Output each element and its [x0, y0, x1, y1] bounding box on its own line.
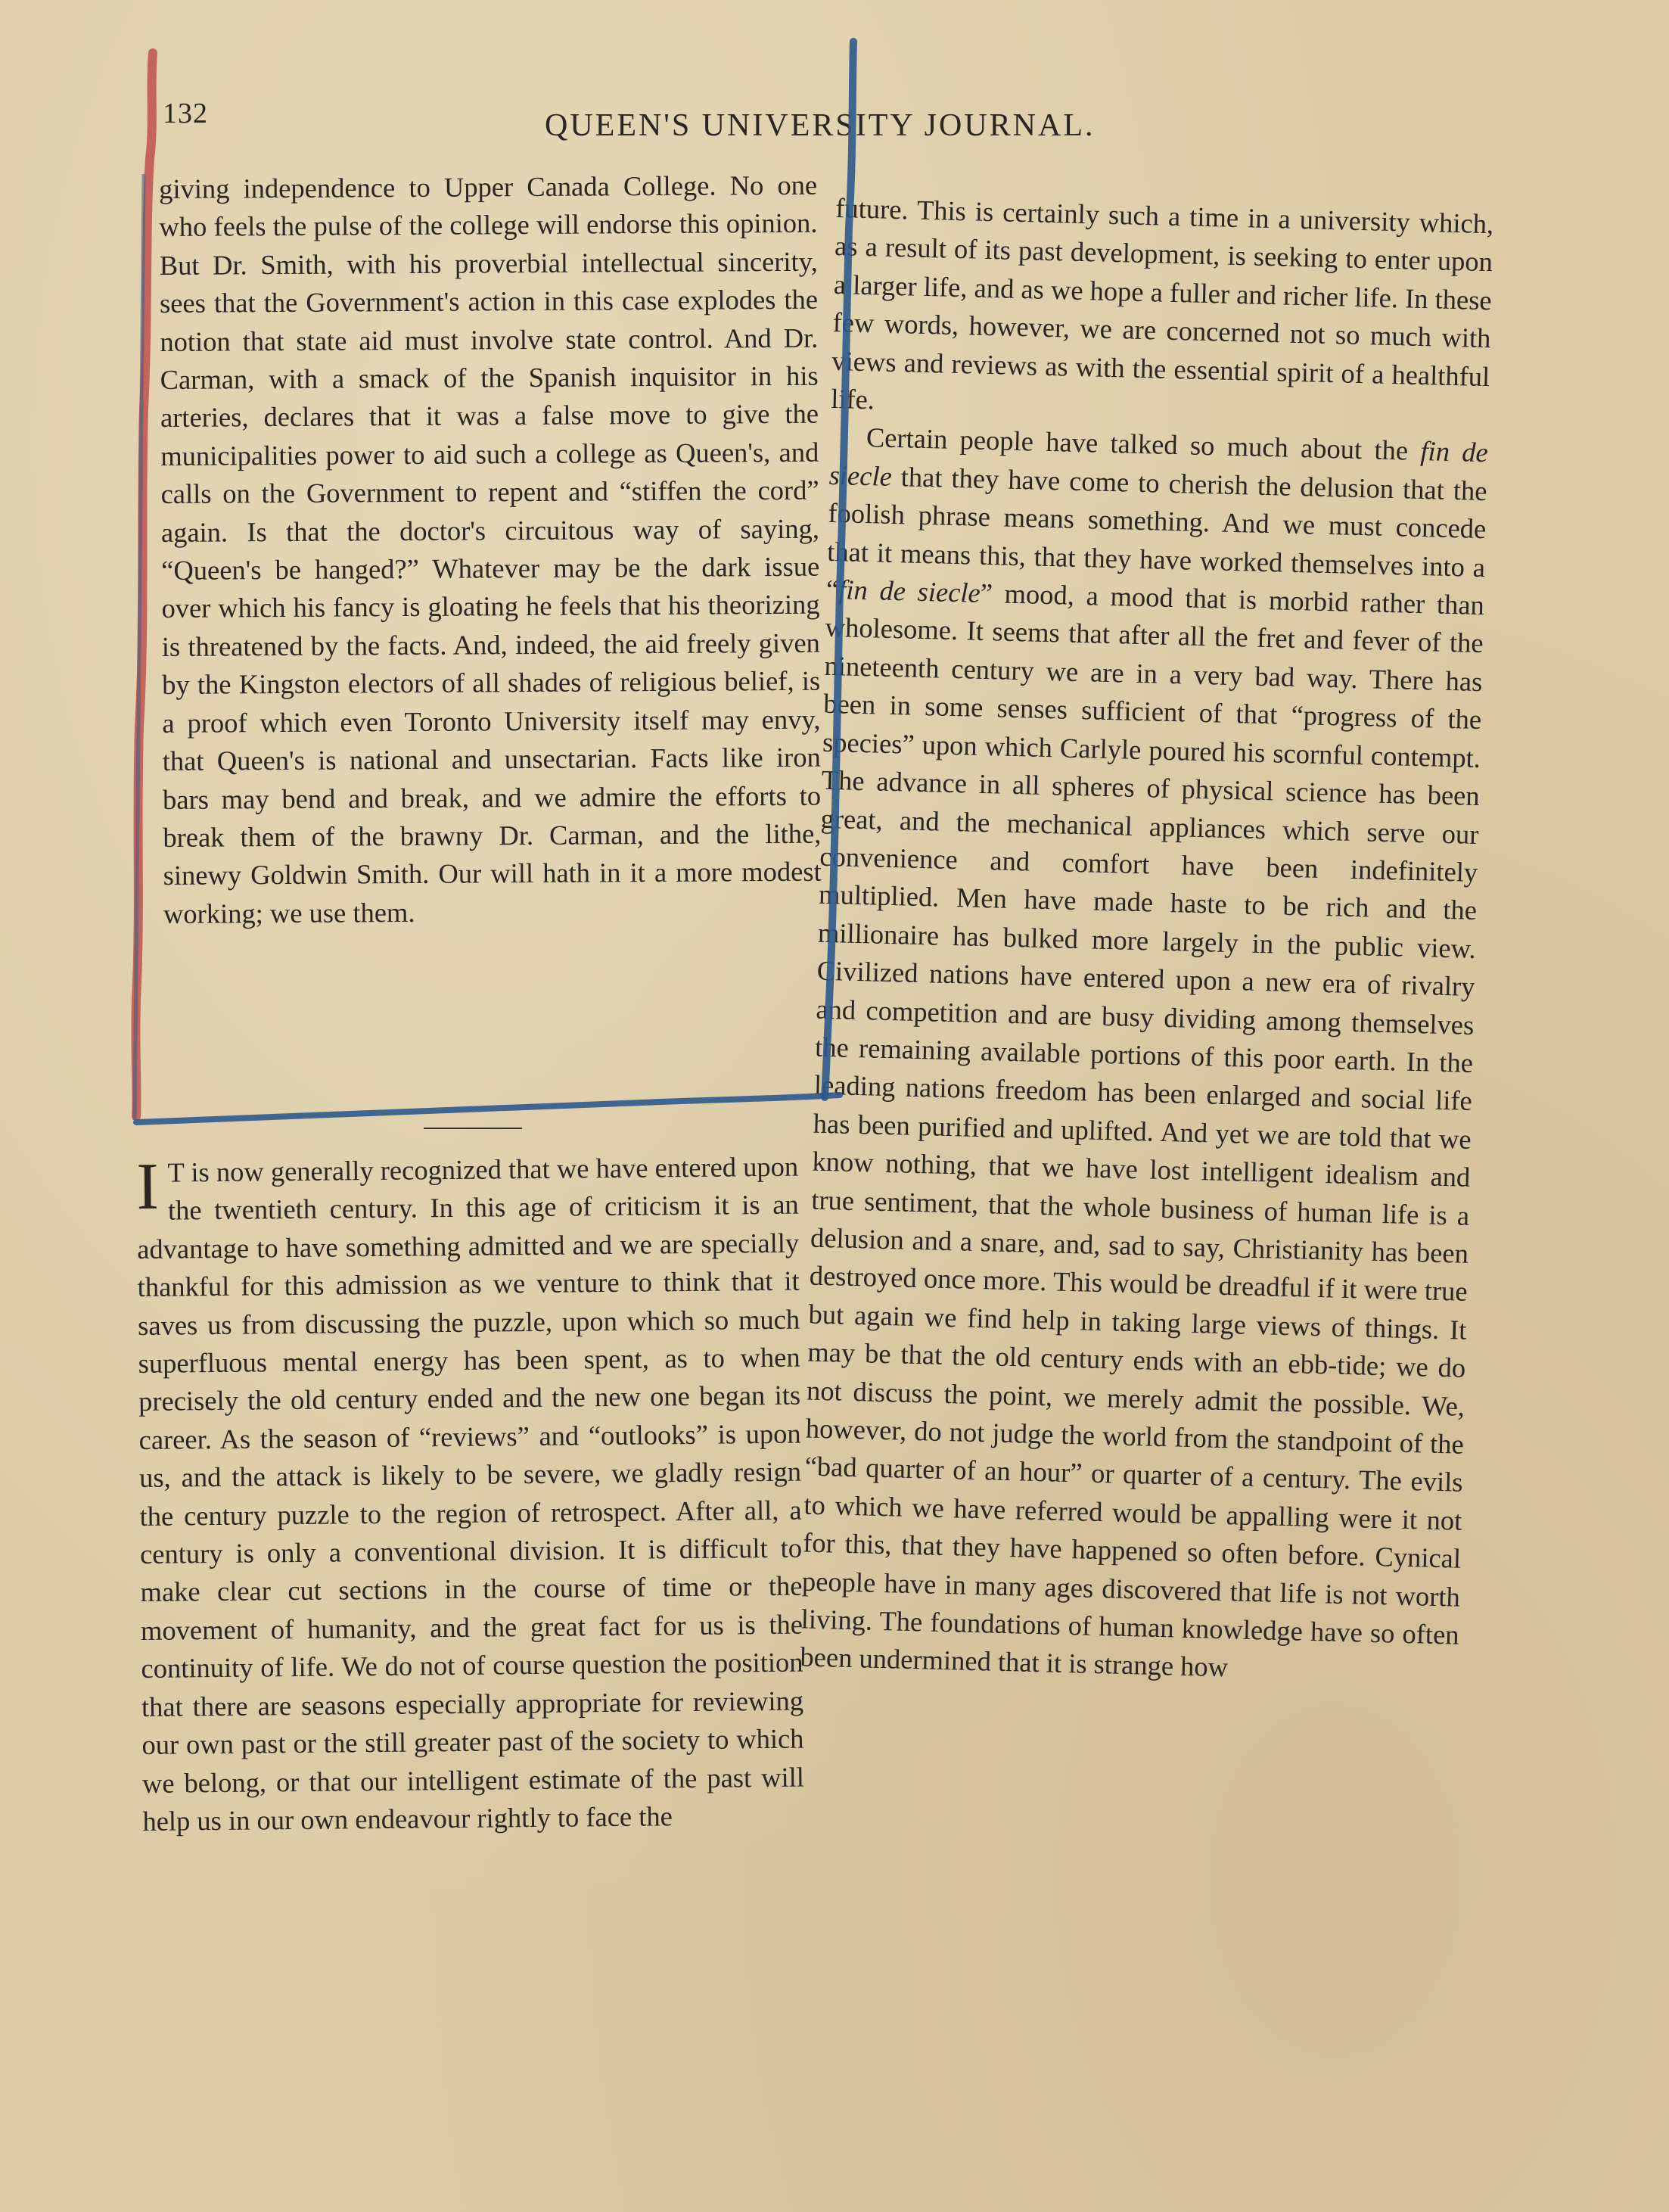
- blue-pencil-horizontal: [136, 1095, 840, 1122]
- blue-pencil-vertical: [825, 42, 853, 1097]
- right-p2-text-c: that they have come to cherish the delusion that the foolish phrase means something. And we must concede that it means this, that they have worked themselves into a “: [825, 460, 1488, 605]
- drop-cap: I: [135, 1150, 160, 1224]
- running-title: QUEEN'S UNIVERSITY JOURNAL.: [545, 108, 1096, 143]
- right-p2-text-a: Certain people have talked so much about the: [866, 422, 1421, 467]
- right-paragraph-1: future. This is certainly such a time in a university which, as a result of its past development, is seeking to enter upon a larger life, and as we hope a fuller and richer life. In these few words, however, we are concerned not so much with views and reviews as with the essential spirit of a healthful life.: [830, 191, 1494, 415]
- right-p2-italic-2: fin de siecle: [838, 574, 981, 608]
- left-top-paragraph: giving independence to Upper Canada College. No one who feels the pulse of the college will endorse this opinion. But Dr. Smith, with his proverbial intellectual sincerity, sees that the Government's action in this case explodes the notion that state aid must involve state control. And Dr. Carman, with a smack of the Spanish inquisitor in his arteries, declares that it was a false move to give the municipalities power to aid such a college as Queen's, and calls on the Government to repent and “stiffen the cord” again. Is that the doctor's circuitous way of saying, “Queen's be hanged?” Whatever may be the dark issue over which his fancy is gloating he feels that his theorizing is threatened by the facts. And, indeed, the aid freely given by the Kingston electors of all shades of religious belief, is a proof which even Toronto University itself may envy, that Queen's is national and unsectarian. Facts like iron bars may bend and break, and we admire the efforts to break them of the brawny Dr. Carman, and the lithe, sinewy Goldwin Smith. Our will hath in it a more modest working; we use them.: [159, 169, 822, 929]
- left-bottom-text: T is now generally recognized that we have entered upon the twentieth century. In this age of criticism it is an advantage to have something admitted and we are specially thankful for this admission as we venture to think that it saves us from discussing the puzzle, upon which so much superfluous mental energy has been spent, as to when precisely the old century ended and the new one began its career. As the season of “reviews” and “outlooks” is upon us, and the attack is likely to be severe, we gladly resign the century puzzle to the region of retrospect. After all, a century is only a conventional division. It is difficult to make clear cut sections in the course of time or the movement of humanity, and the great fact for us is the continuity of life. We do not of course question the position that there are seasons especially appropriate for reviewing our own past or the still greater past of the society to which we belong, or that our intelligent estimate of the past will help us in our own endeavour rightly to face the: [137, 1150, 805, 1837]
- page-number: 132: [163, 98, 208, 129]
- right-p2-text-e: ” mood, a mood that is morbid rather than wholesome. It seems that after all the fret and fever of the nineteenth century we are in a very bad way. There has been in some senses sufficient of that “progress of the species” upon which Carlyle poured his scornful contempt. The advance in all spheres of physical science has been great, and the mechanical appliances which serve our convenience and comfort have been indefinitely multiplied. Men have made haste to be rich and the millionaire has bulked more largely in the public view. Civilized nations have entered upon a new era of rivalry and competition and are busy dividing among themselves the remaining available portions of this poor earth. In the leading nations freedom has been enlarged and social life has been purified and uplifted. And yet we are told that we know nothing, that we have lost intelligent idealism and true sentiment, that the whole business of human life is a delusion and a snare, and, sad to say, Christianity has been destroyed once more. This would be dreadful if it were true but again we find help in taking large views of things. It may be that the old century ends with an ebb-tide; we do not discuss the point, we merely admit the possible. We, however, do not judge the world from the standpoint of the “bad quarter of an hour” or quarter of a century. The evils to which we have referred would be appalling were it not for this, that they have happened so often before. Cynical people have in many ages discovered that life is not worth living. The foundations of human knowledge have so often been undermined that it is strange how: [800, 577, 1485, 1683]
- right-p2-italic-1: fin de siecle: [828, 435, 1489, 492]
